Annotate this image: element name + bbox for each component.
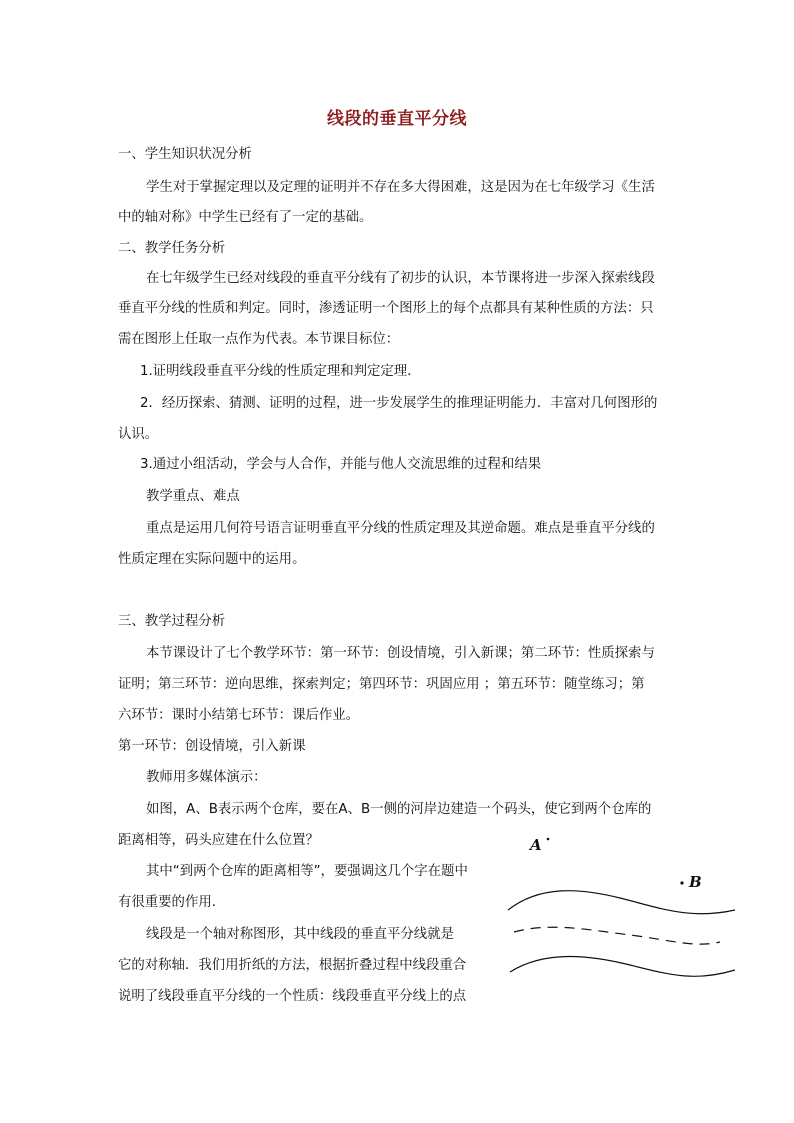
document-title: 线段的垂直平分线	[327, 109, 467, 129]
river-bank-lower	[510, 956, 735, 976]
paragraph-line: 证明；第三环节：逆向思维，探索判定；第四环节：巩固应用 ；第五环节：随堂练习；第	[118, 677, 645, 692]
paragraph-line: 线段是一个轴对称图形，其中线段的垂直平分线就是	[146, 927, 454, 942]
paragraph-line: 重点是运用几何符号语言证明垂直平分线的性质定理及其逆命题。难点是垂直平分线的	[146, 521, 655, 536]
paragraph-line: 中的轴对称》中学生已经有了一定的基础。	[118, 210, 373, 225]
paragraph-line: 如图，A、B表示两个仓库，要在A、B一侧的河岸边建造一个码头，使它到两个仓库的	[146, 802, 652, 817]
paragraph-line: 认识。	[118, 427, 159, 442]
subheading-step-1: 第一环节：创设情境，引入新课	[118, 739, 306, 754]
paragraph-line: 六环节：课时小结第七环节：课后作业。	[118, 708, 360, 723]
paragraph-line: 学生对于掌握定理以及定理的证明并不存在多大得困难，这是因为在七年级学习《生活	[146, 180, 655, 195]
river-center-dashed	[514, 927, 720, 944]
river-bank-upper	[508, 891, 735, 914]
paragraph-line: 有很重要的作用．	[118, 895, 226, 910]
objective-item-1: 1.证明线段垂直平分线的性质定理和判定定理．	[140, 364, 421, 379]
paragraph-line: 性质定理在实际问题中的运用。	[118, 552, 306, 567]
paragraph-line: 其中“到两个仓库的距离相等”，要强调这几个字在题中	[146, 864, 468, 879]
point-b-dot	[680, 881, 683, 884]
paragraph-line: 说明了线段垂直平分线的一个性质：线段垂直平分线上的点	[118, 989, 467, 1004]
section-heading-3: 三、教学过程分析	[118, 614, 226, 629]
paragraph-line: 教师用多媒体演示：	[146, 770, 267, 785]
paragraph-line: 本节课设计了七个教学环节：第一环节：创设情境，引入新课；第二环节：性质探索与	[146, 646, 655, 661]
paragraph-line: 在七年级学生已经对线段的垂直平分线有了初步的认识，本节课将进一步深入探索线段	[146, 271, 655, 286]
subheading-key-points: 教学重点、难点	[146, 489, 240, 504]
paragraph-line: 它的对称轴．我们用折纸的方法，根据折叠过程中线段重合	[118, 958, 467, 973]
point-a-dot	[547, 838, 550, 841]
label-b: B	[689, 873, 702, 891]
section-heading-2: 二、教学任务分析	[118, 241, 226, 256]
section-heading-1: 一、学生知识状况分析	[118, 147, 252, 162]
objective-item-2: 2．经历探索、猜测、证明的过程，进一步发展学生的推理证明能力．丰富对几何图形的	[140, 396, 658, 411]
river-warehouse-figure	[500, 830, 740, 980]
label-a: A	[530, 836, 542, 854]
paragraph-line: 距离相等，码头应建在什么位置？	[118, 833, 319, 848]
paragraph-line: 需在图形上任取一点作为代表。本节课目标位：	[118, 332, 400, 347]
objective-item-3: 3.通过小组活动，学会与人合作，并能与他人交流思维的过程和结果	[140, 457, 542, 472]
paragraph-line: 垂直平分线的性质和判定。同时，渗透证明一个图形上的每个点都具有某种性质的方法：只	[118, 301, 654, 316]
